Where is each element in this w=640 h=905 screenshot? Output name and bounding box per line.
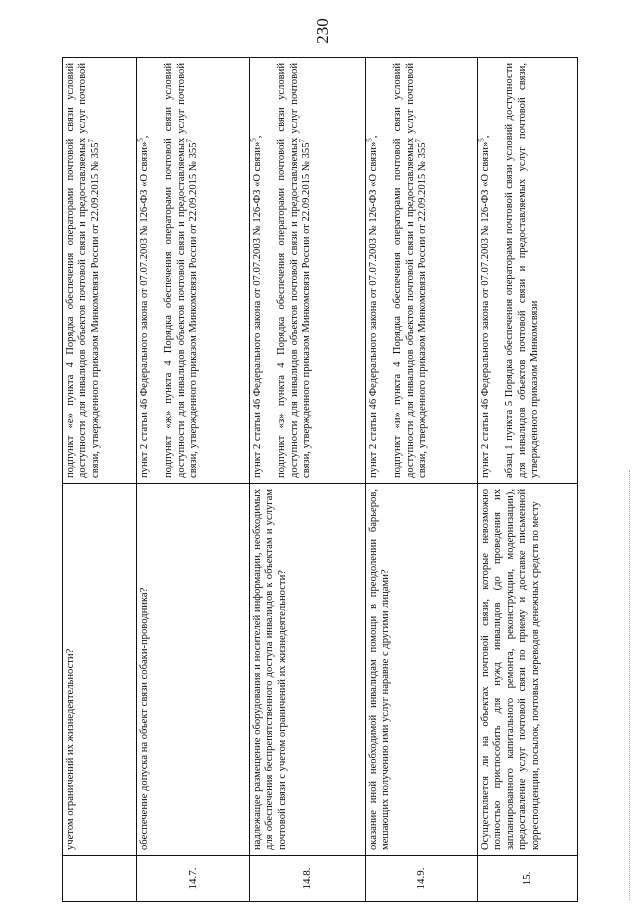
reference-text: абзац 1 пункта 5 Порядка обеспечения операторами почтовой связи условий доступности для инвалидов объектов почтовой связи и предоставляемых услуг почтовой связи, утвержденного приказом Минкомсвязи: [504, 63, 541, 478]
document-frame: [62, 58, 609, 902]
legal-reference-cell: [478, 58, 578, 484]
table-row: [478, 58, 578, 902]
legal-reference: пункт 2 статьи 46 Федерального закона от 07.07.2003 № 126-ФЗ «О связи»$^5$,: [136, 135, 150, 478]
question-cell: надлежащее размещение оборудования и носителей информации, необходимых для обеспечения беспрепятственного доступа инвалидов к объектам и услугам почтовой связи с учетом ограничений их жизнедеятельности?: [250, 484, 366, 856]
legal-reference: [504, 63, 541, 478]
legal-reference: [276, 63, 313, 478]
footnote-marker: 5: [477, 138, 486, 142]
footnote-marker: 7: [298, 138, 307, 143]
legal-reference: пункт 2 статьи 46 Федерального закона от 07.07.2003 № 126-ФЗ «О связи»$^5$,: [477, 135, 491, 478]
question-cell: оказание иной необходимой инвалидам помощи в преодолении барьеров, мешающих получению ими услуг наравне с другими лицами?: [366, 484, 478, 856]
footnote-marker: 7: [185, 138, 194, 143]
table-row: [63, 58, 137, 902]
reference-text: пункт 2 статьи 46 Федерального закона от 07.07.2003 № 126-ФЗ «О связи»: [368, 141, 379, 478]
legal-reference: пункт 2 статьи 46 Федерального закона от 07.07.2003 № 126-ФЗ «О связи»$^5$,: [249, 135, 263, 478]
table-row: [250, 58, 366, 902]
footnote-marker: 5: [249, 138, 258, 142]
scan-edge-mark: [629, 470, 640, 900]
footnote-marker: 7: [414, 138, 423, 143]
table-row: [137, 58, 250, 902]
reference-text: пункт 2 статьи 46 Федерального закона от 07.07.2003 № 126-ФЗ «О связи»: [252, 141, 263, 478]
legal-reference: [392, 63, 429, 478]
table-row: [366, 58, 478, 902]
row-number: 15.: [478, 856, 578, 902]
row-number: 14.9.: [366, 856, 478, 902]
table-body: [63, 58, 578, 902]
row-number: [63, 856, 137, 902]
legal-reference-cell: [63, 58, 137, 484]
reference-text: пункт 2 статьи 46 Федерального закона от 07.07.2003 № 126-ФЗ «О связи»: [139, 141, 150, 478]
row-number: 14.8.: [250, 856, 366, 902]
legal-reference: пункт 2 статьи 46 Федерального закона от 07.07.2003 № 126-ФЗ «О связи»$^5$,: [365, 135, 379, 478]
legal-reference-cell: [250, 58, 366, 484]
reference-text: подпункт «е» пункта 4 Порядка обеспечения операторами почтовой связи условий доступности для инвалидов объектов почтовой связи и предоставляемых услуг почтовой связи, утвержденного приказом Минкомсвязи России от 22.09.2015 № 355: [65, 63, 101, 478]
requirements-table: [62, 57, 578, 902]
reference-text: пункт 2 статьи 46 Федерального закона от 07.07.2003 № 126-ФЗ «О связи»: [480, 141, 491, 478]
question-cell: учетом ограничений их жизнедеятельности?: [63, 484, 137, 856]
footnote-marker: 5: [136, 138, 145, 142]
question-cell: Осуществляется ли на объектах почтовой связи, которые невозможно полностью приспособить для нужд инвалидов (до проведения их запланированного капитального ремонта, реконструкции, модернизации), предоставление услуг почтовой связи по приему и доставке письменной корреспонденции, посылок, почтовых переводов денежных средств по месту: [478, 484, 578, 856]
footnote-marker: 7: [87, 138, 96, 143]
legal-reference-cell: [137, 58, 250, 484]
legal-reference: [65, 63, 102, 478]
page-number: 230: [313, 18, 332, 44]
row-number: 14.7.: [137, 856, 250, 902]
rotated-table-page: [62, 58, 609, 902]
legal-reference: [163, 63, 200, 478]
reference-text: подпункт «и» пункта 4 Порядка обеспечения операторами почтовой связи условий доступности для инвалидов объектов почтовой связи и предоставляемых услуг почтовой связи, утвержденного приказом Минкомсвязи России от 22.09.2015 № 355: [392, 63, 429, 478]
legal-reference-cell: [366, 58, 478, 484]
question-cell: обеспечение допуска на объект связи собаки-проводника?: [137, 484, 250, 856]
footnote-marker: 5: [365, 138, 374, 142]
reference-text: подпункт «з» пункта 4 Порядка обеспечения операторами почтовой связи условий доступности для инвалидов объектов почтовой связи и предоставляемых услуг почтовой связи, утвержденного приказом Минкомсвязи России от 22.09.2015 № 355: [276, 63, 313, 478]
reference-text: подпункт «ж» пункта 4 Порядка обеспечения операторами почтовой связи условий доступности для инвалидов объектов почтовой связи и предоставляемых услуг почтовой связи, утвержденного приказом Минкомсвязи России от 22.09.2015 № 355: [163, 63, 200, 478]
